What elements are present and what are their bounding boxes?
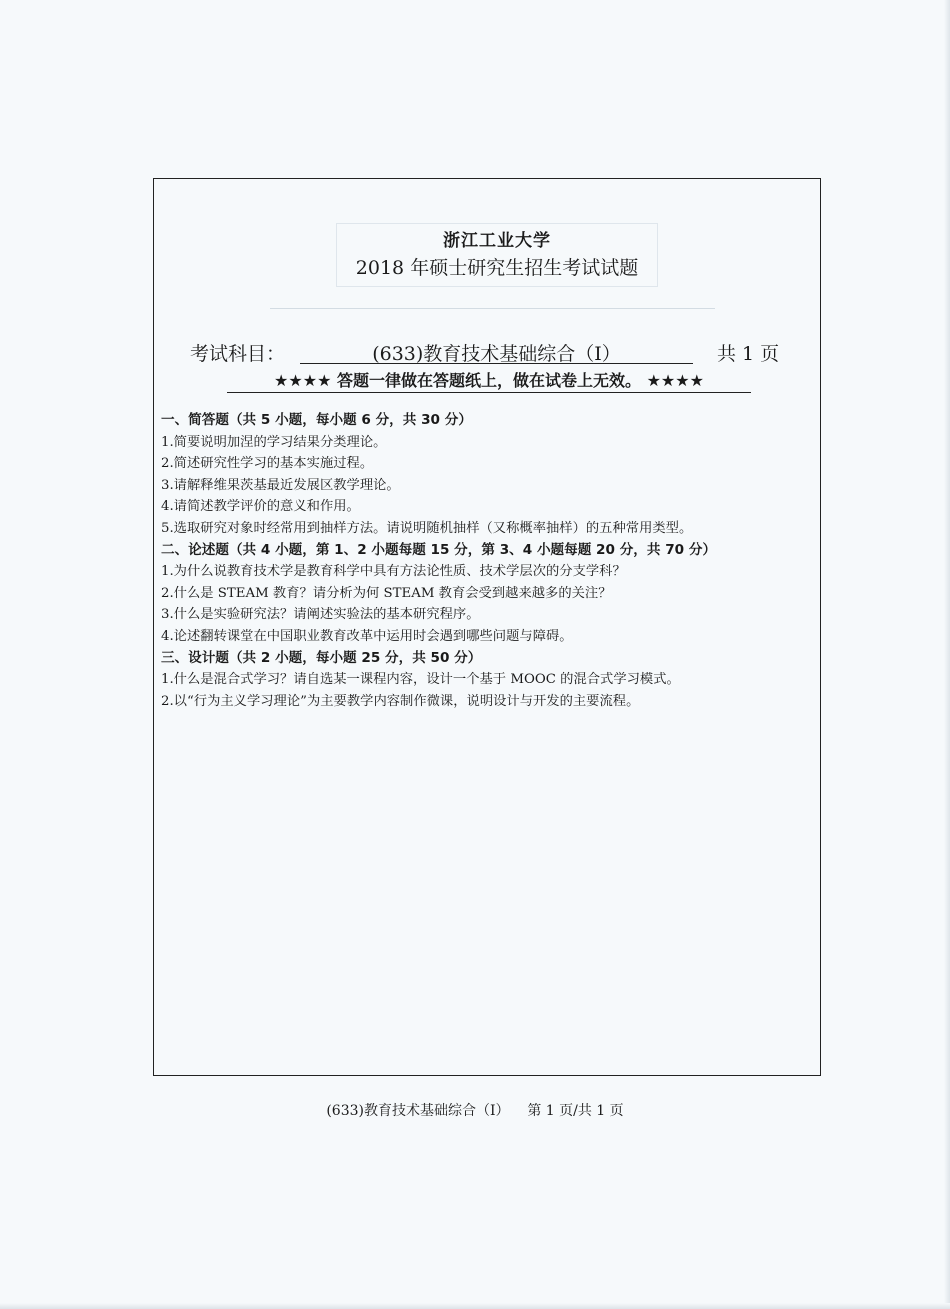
- question-item: 5.选取研究对象时经常用到抽样方法。请说明随机抽样（又称概率抽样）的五种常用类型。: [161, 520, 693, 536]
- footer-gap: [510, 1103, 528, 1119]
- question-item: 1.什么是混合式学习？请自选某一课程内容，设计一个基于 MOOC 的混合式学习模式。: [161, 672, 680, 688]
- page-footer: [0, 1100, 950, 1120]
- subject-label: 考试科目：: [190, 343, 286, 365]
- section-heading: 一、简答题（共 5 小题，每小题 6 分，共 30 分）: [161, 412, 472, 428]
- page-total: 共 1 页: [717, 343, 780, 365]
- title-divider: [270, 308, 715, 309]
- exam-title: 2018 年硕士研究生招生考试试题: [355, 257, 639, 279]
- scan-edge-bottom: [0, 1303, 950, 1309]
- question-item: 4.论述翻转课堂在中国职业教育改革中运用时会遇到哪些问题与障碍。: [161, 628, 573, 644]
- question-item: 1.为什么说教育技术学是教育科学中具有方法论性质、技术学层次的分支学科？: [161, 564, 626, 580]
- footer-page-number: 第 1 页/共 1 页: [527, 1103, 624, 1119]
- question-item: 3.什么是实验研究法？请阐述实验法的基本研究程序。: [161, 607, 480, 623]
- answer-notice: ★★★★ 答题一律做在答题纸上，做在试卷上无效。 ★★★★: [227, 368, 751, 393]
- question-item: 4.请简述教学评价的意义和作用。: [161, 499, 360, 515]
- university-name: 浙江工业大学: [443, 231, 551, 251]
- question-item: 2.以“行为主义学习理论”为主要教学内容制作微课，说明设计与开发的主要流程。: [161, 693, 640, 709]
- subject-row: [190, 339, 800, 369]
- footer-subject: (633)教育技术基础综合（I）: [326, 1103, 510, 1119]
- section-heading: 二、论述题（共 4 小题，第 1、2 小题每题 15 分，第 3、4 小题每题 20 分，共 70 分）: [161, 541, 717, 558]
- question-item: 2.什么是 STEAM 教育？请分析为何 STEAM 教育会受到越来越多的关注？: [161, 585, 612, 601]
- question-item: 3.请解释维果茨基最近发展区教学理论。: [161, 477, 400, 493]
- question-item: 1.简要说明加涅的学习结果分类理论。: [161, 434, 387, 450]
- question-list: [161, 410, 816, 712]
- section-heading: 三、设计题（共 2 小题，每小题 25 分，共 50 分）: [161, 649, 482, 666]
- question-item: 2.简述研究性学习的基本实施过程。: [161, 456, 374, 472]
- subject-value: (633)教育技术基础综合（I）: [300, 339, 693, 364]
